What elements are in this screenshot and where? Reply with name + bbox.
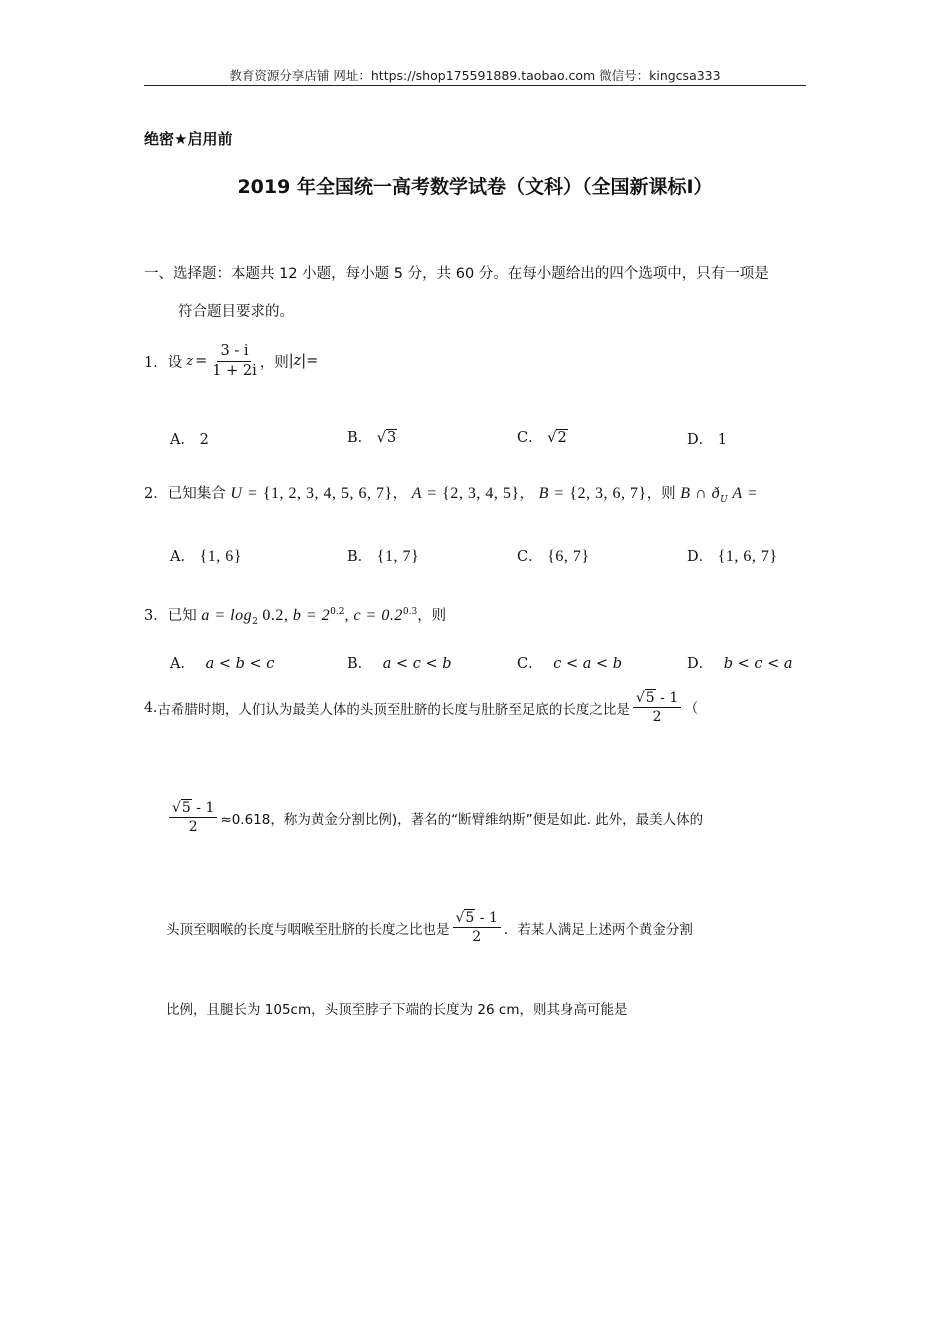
math-subscript: 2 <box>252 616 258 627</box>
separator: ， <box>519 486 535 502</box>
question-4-line3 <box>166 910 693 945</box>
option-value: 1 <box>717 432 727 448</box>
q2-option-a <box>170 545 242 566</box>
math-exponent: 0.2 <box>330 607 345 618</box>
option-value: 3 <box>387 430 397 446</box>
option-value: c < a < b <box>553 656 623 672</box>
question-3 <box>144 604 446 627</box>
math-variable: z <box>186 353 194 369</box>
option-label: B． <box>347 430 373 446</box>
math-abs-value: |z| <box>288 353 307 370</box>
question-text: ，则 <box>646 486 676 502</box>
section-heading-line2: 符合题目要求的。 <box>178 304 294 320</box>
question-text: 古希腊时期，人们认为最美人体的头顶至肚脐的长度与肚脐至足底的长度之比是 <box>157 701 630 718</box>
option-label: A． <box>170 549 195 565</box>
option-label: C． <box>517 549 543 565</box>
math-set: {1, 2, 3, 4, 5, 6, 7} <box>262 485 393 502</box>
math-expression: b = 2 <box>292 607 331 624</box>
q3-option-b <box>347 652 452 673</box>
fraction-denominator: 2 <box>472 929 482 946</box>
question-text: （ <box>684 700 699 717</box>
option-value: b < c < a <box>723 656 793 672</box>
question-text: ，则 <box>417 608 447 624</box>
question-number: 3． <box>144 608 168 624</box>
question-text: 已知集合 <box>167 486 226 502</box>
fraction-numerator: √5 - 1 <box>633 690 681 708</box>
q1-option-b <box>347 426 397 447</box>
exam-title: 2019 年全国统一高考数学试卷（文科）（全国新课标Ⅰ） <box>237 176 713 198</box>
option-label: D． <box>687 656 714 672</box>
question-number: 2． <box>144 486 168 502</box>
fraction-numerator: √5 - 1 <box>453 910 501 928</box>
sqrt-symbol: √2 <box>547 430 567 446</box>
q1-option-d <box>687 428 727 449</box>
math-set-name: U = <box>230 485 259 502</box>
math-operator: = <box>195 353 208 370</box>
math-expression: B ∩ ð <box>680 485 721 502</box>
q2-option-d <box>687 545 778 566</box>
question-text: 已知 <box>167 608 197 624</box>
option-label: C． <box>517 430 543 446</box>
header-divider <box>144 85 806 86</box>
option-label: C． <box>517 656 543 672</box>
q3-option-c <box>517 652 622 673</box>
q3-option-d <box>687 652 793 673</box>
math-set-name: A = <box>411 485 438 502</box>
math-set-name: B = <box>538 485 565 502</box>
math-subscript: U <box>720 494 728 505</box>
math-expression: A = <box>732 485 759 502</box>
q1-option-c <box>517 426 568 447</box>
option-label: B． <box>347 656 373 672</box>
option-value: {6, 7} <box>547 548 590 565</box>
q1-option-a <box>170 428 209 449</box>
option-label: A． <box>170 656 195 672</box>
sqrt-symbol: √3 <box>376 430 397 446</box>
q3-option-a <box>170 652 274 673</box>
question-1 <box>144 343 318 379</box>
question-text: 设 <box>167 354 183 371</box>
fraction-denominator: 1 + 2i <box>212 362 257 379</box>
math-set: {2, 3, 4, 5} <box>442 485 520 502</box>
fraction-denominator: 2 <box>188 819 198 836</box>
fraction-denominator: 2 <box>652 709 662 726</box>
option-value: {1, 7} <box>376 548 420 565</box>
question-4-line2 <box>166 800 703 835</box>
question-text: ，则 <box>259 354 289 371</box>
question-2 <box>144 482 758 505</box>
option-label: A． <box>170 432 195 448</box>
fraction-numerator: 3 - i <box>217 343 251 362</box>
math-expression: 0.2, <box>257 607 293 624</box>
math-exponent: 0.3 <box>402 607 418 618</box>
question-4-line4: 比例，且腿长为 105cm，头顶至脖子下端的长度为 26 cm，则其身高可能是 <box>166 1002 628 1018</box>
secret-label: 绝密★启用前 <box>144 130 233 148</box>
section-heading-line1: 一、选择题：本题共 12 小题，每小题 5 分，共 60 分。在每小题给出的四个选项中，只有一项是 <box>144 266 769 282</box>
option-value: {1, 6} <box>199 548 242 565</box>
golden-ratio-fraction <box>453 910 501 945</box>
golden-ratio-fraction <box>633 690 681 725</box>
separator: ， <box>392 486 408 502</box>
question-4-line1 <box>144 690 698 725</box>
math-set: {2, 3, 6, 7} <box>569 485 647 502</box>
page-header: 教育资源分享店铺 网址：https://shop175591889.taobao.com 微信号：kingcsa333 <box>229 68 721 83</box>
question-text: 头顶至咽喉的长度与咽喉至肚脐的长度之比也是 <box>166 921 450 938</box>
question-number: 4. <box>144 699 158 716</box>
q2-option-c <box>517 545 590 566</box>
option-label: B． <box>347 549 373 565</box>
option-label: D． <box>687 432 714 448</box>
option-value: a < c < b <box>382 656 452 672</box>
option-label: D． <box>687 549 714 565</box>
math-operator: = <box>306 353 319 370</box>
option-value: 2 <box>557 430 567 446</box>
option-value: {1, 6, 7} <box>717 548 778 565</box>
option-value: a < b < c <box>205 656 275 672</box>
golden-ratio-fraction <box>169 800 217 835</box>
question-number: 1． <box>144 354 168 371</box>
question-text: ．若某人满足上述两个黄金分割 <box>503 921 693 938</box>
option-value: 2 <box>199 432 209 448</box>
question-text: ≈0.618，称为黄金分割比例)，著名的“断臂维纳斯”便是如此. 此外，最美人体的 <box>220 811 704 828</box>
math-expression: a = log <box>201 607 253 624</box>
math-fraction <box>212 343 256 379</box>
math-expression: , c = 0.2 <box>344 607 403 624</box>
fraction-numerator: √5 - 1 <box>169 800 217 818</box>
q2-option-b <box>347 545 419 566</box>
